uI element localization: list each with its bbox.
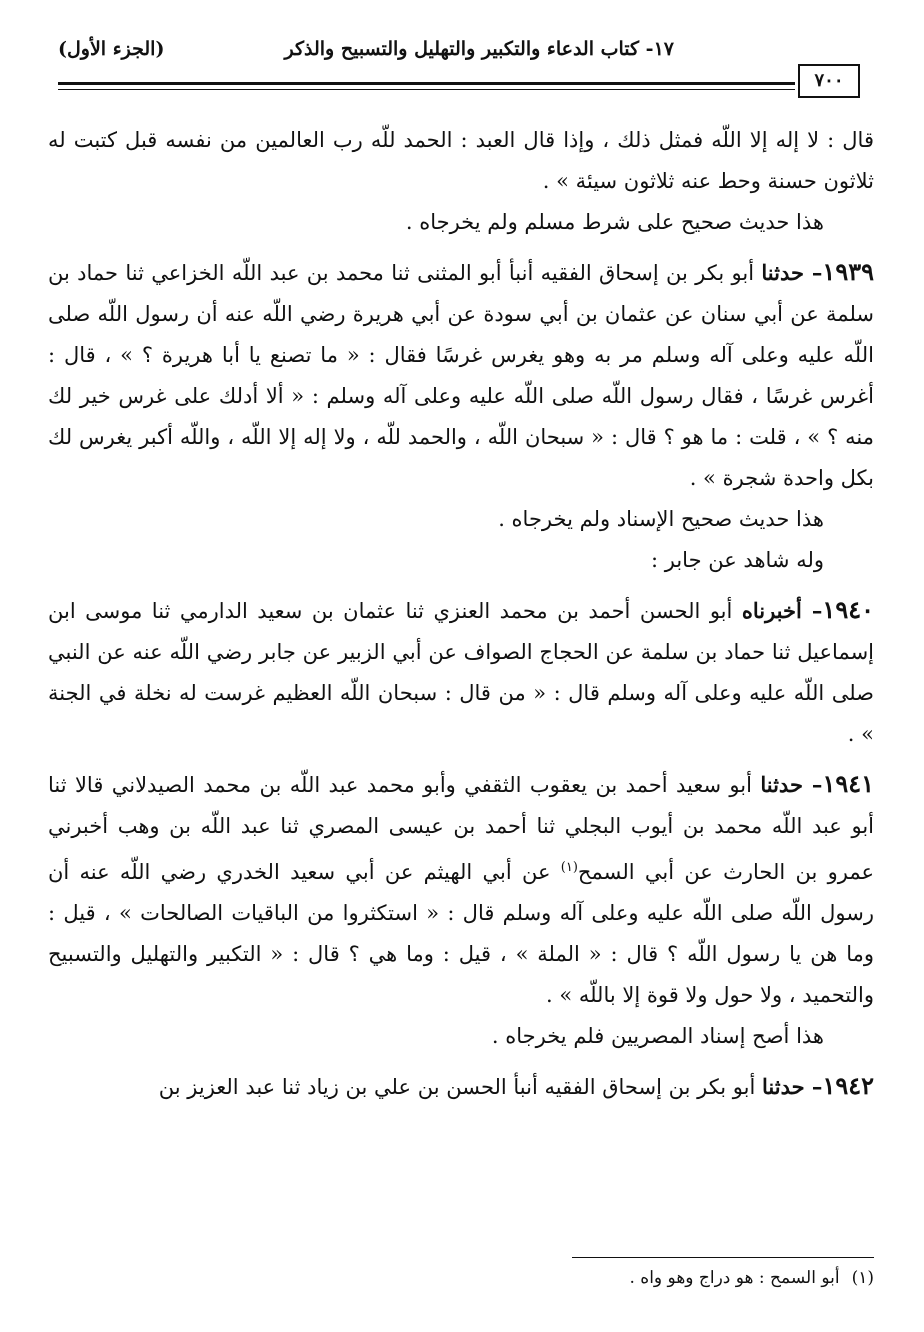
paragraph-grading: هذا أصح إسناد المصريين فلم يخرجاه . [491,1024,824,1048]
hadith-keyword: – حدثنا [762,1074,823,1099]
footnote-text: أبو السمح : هو دراج وهو واه . [629,1268,840,1288]
header-rule-thick [58,82,795,85]
hadith-1941 [48,763,874,1016]
hadith-number: ١٩٤٢ [822,1071,874,1100]
hadith-number: ١٩٤١ [822,769,874,798]
main-text [48,120,874,1108]
footnote [380,1265,874,1291]
chapter-title: ١٧- كتاب الدعاء والتكبير والتهليل والتسبيح والذكر [284,38,674,60]
hadith-keyword: – حدثنا [761,260,823,285]
hadith-1940 [48,589,874,755]
paragraph-grading: هذا حديث صحيح على شرط مسلم ولم يخرجاه . [405,210,824,234]
footnote-reference[interactable]: (١) [560,860,578,875]
hadith-text: عن أبي الهيثم عن أبي سعيد الخدري رضي اللّه عنه أن رسول اللّه صلى اللّه عليه وعلى آله وسلم قال : « استكثروا من الباقيات الصالحات » ، قيل : وما هن يا رسول اللّه ؟ قال : « الملة » ، قيل : وما هي ؟ قال : « التكبير والتهليل والتسبيح والتحميد ، ولا حول ولا قوة إلا باللّه » . [48,860,874,1007]
hadith-1942 [48,1065,874,1108]
running-header [58,38,874,78]
paragraph-continuation: قال : لا إله إلا اللّه فمثل ذلك ، وإذا قال العبد : الحمد للّه رب العالمين من نفسه قبل كتبت له ثلاثون حسنة وحط عنه ثلاثون سيئة » . [48,128,874,193]
hadith-1939 [48,251,874,499]
hadith-keyword: – حدثنا [760,772,823,797]
hadith-text: أبو سعيد أحمد بن يعقوب الثقفي وأبو محمد عبد اللّه بن محمد الصيدلاني قالا ثنا أبو عبد اللّه محمد بن أيوب البجلي ثنا أحمد بن عيسى المصري ثنا عبد اللّه بن وهب أخبرني عمرو بن الحارث عن أبي السمح [48,773,874,884]
hadith-text: أبو بكر بن إسحاق الفقيه أنبأ الحسن بن علي بن زياد ثنا عبد العزيز بن [158,1075,756,1099]
footnote-mark: (١) [851,1268,874,1288]
hadith-text: أبو الحسن أحمد بن محمد العنزي ثنا عثمان بن سعيد الدارمي ثنا موسى ابن إسماعيل ثنا حماد بن سلمة عن الحجاج الصواف عن أبي الزبير عن جابر رضي اللّه عنه عن النبي صلى اللّه عليه وعلى آله وسلم قال : « من قال : سبحان اللّه العظيم غرست له نخلة في الجنة » . [48,599,874,746]
volume-label: (الجزء الأول) [58,38,165,60]
page-number: ٧٠٠ [798,64,860,98]
header-rule-thin [58,89,795,90]
hadith-number: ١٩٤٠ [822,595,874,624]
paragraph-grading: هذا حديث صحيح الإسناد ولم يخرجاه . [498,507,824,531]
hadith-number: ١٩٣٩ [822,257,874,286]
hadith-text: أبو بكر بن إسحاق الفقيه أنبأ أبو المثنى ثنا محمد بن عبد اللّه الخزاعي ثنا حماد بن سلمة عن أبي سنان عن عثمان بن أبي سودة عن أبي هريرة رضي اللّه عنه أن رسول اللّه صلى اللّه عليه وعلى آله وسلم مر به وهو يغرس غرسًا فقال : « ما تصنع يا أبا هريرة ؟ » ، قال : أغرس غرسًا ، فقال رسول اللّه صلى اللّه عليه وعلى آله وسلم : « ألا أدلك على غرس خير لك منه ؟ » ، قلت : ما هو ؟ قال : « سبحان اللّه ، والحمد للّه ، ولا إله إلا اللّه ، واللّه أكبر يغرس لك بكل واحدة شجرة » . [48,261,874,490]
footnote-rule [572,1257,874,1258]
hadith-keyword: – أخبرناه [741,598,823,623]
paragraph-witness: وله شاهد عن جابر : [651,548,824,572]
